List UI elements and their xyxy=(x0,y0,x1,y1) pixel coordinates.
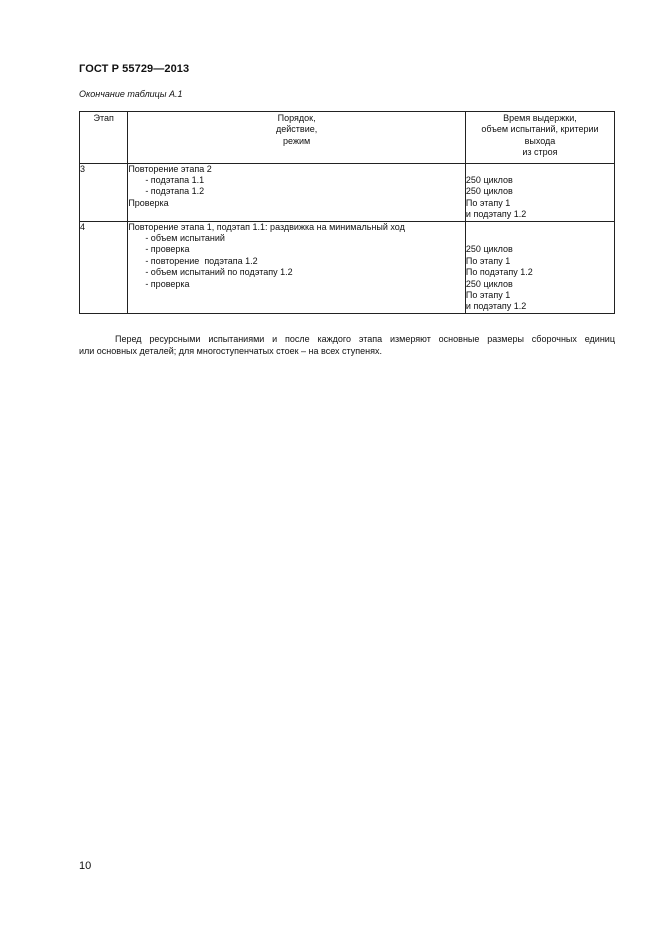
header-stage: Этап xyxy=(80,112,128,164)
page-number: 10 xyxy=(79,860,92,872)
action-line: Проверка xyxy=(128,197,169,208)
body-paragraph xyxy=(79,334,615,357)
table-row xyxy=(80,221,615,313)
value-line: 250 циклов xyxy=(465,175,513,186)
action-line: - подэтапа 1.1 xyxy=(145,175,205,186)
stages-table xyxy=(79,111,615,314)
stage-actions xyxy=(128,221,466,313)
action-line: - подэтапа 1.2 xyxy=(145,186,205,197)
header-time-line: Время выдержки, xyxy=(503,113,577,123)
action-line: - объем испытаний xyxy=(145,233,225,244)
header-order-line: режим xyxy=(283,135,311,146)
action-line: Повторение этапа 1, подэтап 1.1: раздвижка на минимальный ход xyxy=(128,221,405,232)
action-line: - проверка xyxy=(145,244,190,255)
value-line: По подэтапу 1.2 xyxy=(465,267,533,278)
stage-number: 4 xyxy=(80,221,128,313)
action-line: - объем испытаний по подэтапу 1.2 xyxy=(145,267,293,278)
stage-actions xyxy=(128,163,466,221)
value-line: По этапу 1 xyxy=(465,290,511,301)
paragraph-line: или основных деталей; для многоступенчатых стоек – на всех ступенях. xyxy=(79,345,382,356)
value-line: 250 циклов xyxy=(465,244,513,255)
table-row xyxy=(80,163,615,221)
action-line: - повторение подэтапа 1.2 xyxy=(145,255,258,266)
value-line: и подэтапу 1.2 xyxy=(465,209,527,220)
header-order-line: действие, xyxy=(276,124,318,135)
action-line: - проверка xyxy=(145,278,190,289)
value-line: и подэтапу 1.2 xyxy=(465,301,527,312)
paragraph-line: Перед ресурсными испытаниями и после каждого этапа измеряют основные размеры сборочных единиц xyxy=(115,334,615,344)
stage-number: 3 xyxy=(80,163,128,221)
stage-values xyxy=(465,163,614,221)
value-line: 250 циклов xyxy=(465,278,513,289)
value-line: По этапу 1 xyxy=(465,255,511,266)
action-line: Повторение этапа 2 xyxy=(128,163,212,174)
value-line: 250 циклов xyxy=(465,186,513,197)
stage-values xyxy=(465,221,614,313)
header-time-line: выхода xyxy=(524,135,556,146)
header-time-line: из строя xyxy=(522,147,558,158)
header-order xyxy=(128,112,466,164)
document-header: ГОСТ Р 55729—2013 xyxy=(79,63,190,75)
header-order-line: Порядок, xyxy=(277,113,316,123)
header-time xyxy=(465,112,614,164)
table-header-row xyxy=(80,112,615,164)
header-time-line: объем испытаний, критерии xyxy=(481,124,599,135)
value-line: По этапу 1 xyxy=(465,197,511,208)
table-caption: Окончание таблицы А.1 xyxy=(79,89,183,99)
